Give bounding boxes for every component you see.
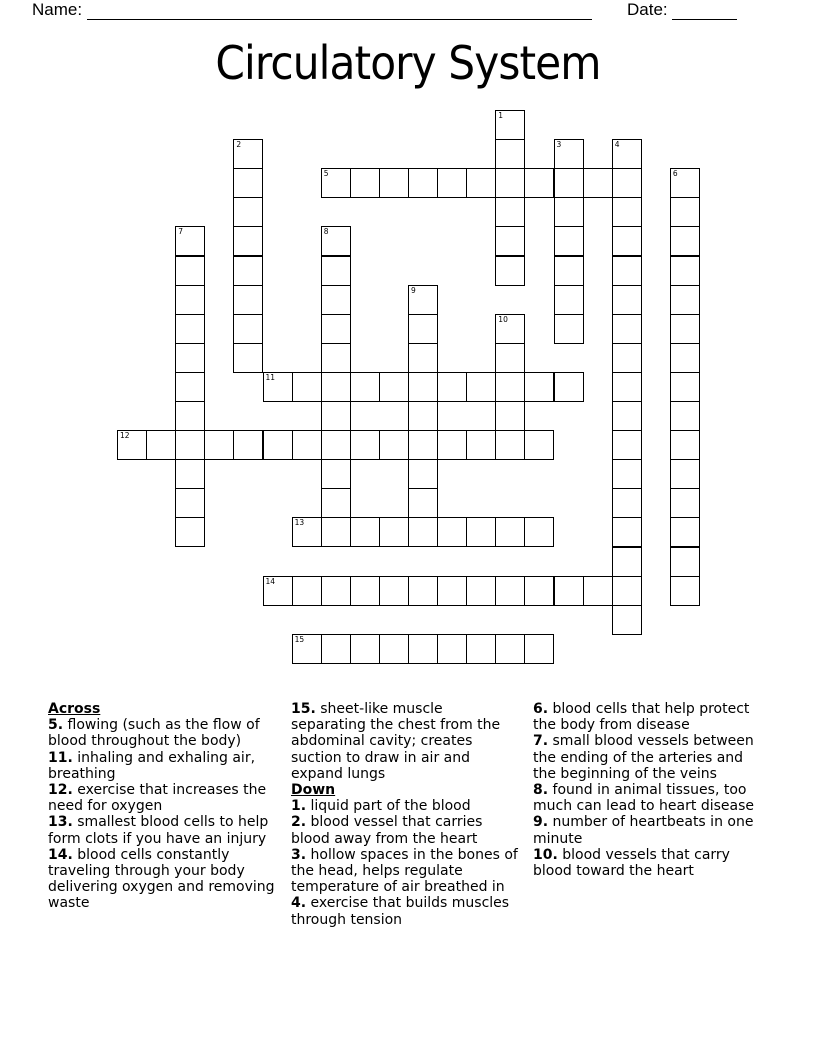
grid-cell[interactable] (670, 517, 700, 547)
grid-cell[interactable] (408, 576, 438, 606)
grid-cell[interactable] (350, 517, 380, 547)
clue-text: blood cells that help protect the body from disease (533, 701, 750, 734)
grid-cell[interactable] (524, 372, 554, 402)
clue-number: 13. (48, 814, 73, 831)
clue-text: blood vessel that carries blood away from the heart (291, 814, 483, 847)
clue-text: smallest blood cells to help form clots if you have an injury (48, 814, 269, 847)
clue-down-9 (533, 814, 761, 846)
grid-cell[interactable] (350, 430, 380, 460)
grid-cell[interactable] (554, 139, 584, 169)
grid-cell[interactable] (670, 576, 700, 606)
grid-cell[interactable] (495, 430, 525, 460)
grid-cell[interactable] (670, 285, 700, 315)
grid-cell[interactable] (670, 314, 700, 344)
clue-down-4 (291, 895, 519, 927)
grid-cell[interactable] (233, 197, 263, 227)
grid-cell[interactable] (466, 517, 496, 547)
grid-cell[interactable] (175, 459, 205, 489)
clue-across-13 (48, 814, 284, 846)
clue-text: flowing (such as the flow of blood throughout the body) (48, 717, 260, 750)
grid-cell[interactable] (612, 314, 642, 344)
grid-cell[interactable] (321, 285, 351, 315)
clue-text: blood vessels that carry blood toward the heart (533, 846, 730, 880)
grid-cell[interactable] (408, 168, 438, 198)
grid-cell[interactable] (554, 226, 584, 256)
grid-cell[interactable] (321, 634, 351, 664)
cell-number: 15 (294, 634, 305, 644)
grid-cell[interactable] (292, 372, 322, 402)
grid-cell[interactable] (554, 372, 584, 402)
grid-cell[interactable] (408, 401, 438, 431)
grid-cell[interactable] (495, 226, 525, 256)
grid-cell[interactable] (233, 343, 263, 373)
grid-cell[interactable] (175, 430, 205, 460)
grid-cell[interactable] (233, 226, 263, 256)
grid-cell[interactable] (612, 547, 642, 577)
grid-cell[interactable] (554, 168, 584, 198)
clue-number: 14. (48, 846, 73, 863)
grid-cell[interactable] (670, 343, 700, 373)
grid-cell[interactable] (263, 372, 293, 402)
date-line[interactable] (672, 4, 737, 20)
clue-number: 4. (291, 895, 307, 912)
grid-cell[interactable] (408, 488, 438, 518)
grid-cell[interactable] (466, 576, 496, 606)
cell-number: 10 (498, 314, 508, 324)
down-heading: Down (291, 782, 336, 799)
grid-cell[interactable] (670, 488, 700, 518)
grid-cell[interactable] (263, 430, 293, 460)
grid-cell[interactable] (670, 401, 700, 431)
grid-cell[interactable] (495, 197, 525, 227)
grid-cell[interactable] (233, 314, 263, 344)
grid-cell[interactable] (670, 256, 700, 286)
grid-cell[interactable] (495, 372, 525, 402)
clue-number: 5. (48, 717, 64, 734)
grid-cell[interactable] (175, 401, 205, 431)
grid-cell[interactable] (321, 314, 351, 344)
grid-cell[interactable] (612, 197, 642, 227)
grid-cell[interactable] (204, 430, 234, 460)
grid-cell[interactable] (233, 168, 263, 198)
grid-cell[interactable] (379, 634, 409, 664)
grid-cell[interactable] (321, 517, 351, 547)
grid-cell[interactable] (117, 430, 147, 460)
clues-column-3 (533, 701, 761, 879)
grid-cell[interactable] (612, 256, 642, 286)
grid-cell[interactable] (321, 226, 351, 256)
grid-cell[interactable] (670, 197, 700, 227)
grid-cell[interactable] (233, 430, 263, 460)
clue-number: 9. (533, 814, 549, 831)
grid-cell[interactable] (670, 459, 700, 489)
grid-cell[interactable] (670, 226, 700, 256)
grid-cell[interactable] (495, 401, 525, 431)
clue-across-15 (291, 701, 519, 782)
clue-text: found in animal tissues, too much can lead to heart disease (533, 782, 754, 815)
clue-down-8 (533, 782, 761, 814)
clue-across-14 (48, 847, 284, 912)
grid-cell[interactable] (524, 576, 554, 606)
grid-cell[interactable] (175, 256, 205, 286)
grid-cell[interactable] (233, 139, 263, 169)
grid-cell[interactable] (612, 605, 642, 635)
grid-cell[interactable] (495, 168, 525, 198)
clue-number: 11. (48, 749, 73, 766)
clues-column-1 (48, 701, 284, 912)
grid-cell[interactable] (612, 401, 642, 431)
grid-cell[interactable] (466, 372, 496, 402)
grid-cell[interactable] (554, 285, 584, 315)
clue-number: 12. (48, 782, 73, 799)
cell-number: 2 (236, 140, 242, 150)
grid-cell[interactable] (612, 343, 642, 373)
grid-cell[interactable] (612, 576, 642, 606)
grid-cell[interactable] (612, 372, 642, 402)
grid-cell[interactable] (612, 168, 642, 198)
grid-cell[interactable] (292, 634, 322, 664)
grid-cell[interactable] (612, 517, 642, 547)
grid-cell[interactable] (408, 634, 438, 664)
grid-cell[interactable] (146, 430, 176, 460)
grid-cell[interactable] (379, 576, 409, 606)
clue-text: inhaling and exhaling air, breathing (48, 749, 256, 782)
grid-cell[interactable] (554, 197, 584, 227)
grid-cell[interactable] (554, 576, 584, 606)
grid-cell[interactable] (175, 372, 205, 402)
clue-number: 2. (291, 814, 307, 831)
grid-cell[interactable] (466, 168, 496, 198)
clue-text: blood cells constantly traveling through your body delivering oxygen and removing waste (48, 846, 275, 912)
grid-cell[interactable] (175, 488, 205, 518)
grid-cell[interactable] (670, 372, 700, 402)
grid-cell[interactable] (321, 168, 351, 198)
grid-cell[interactable] (350, 168, 380, 198)
name-field[interactable] (32, 0, 592, 20)
date-field[interactable] (627, 0, 737, 20)
name-label: Name: (32, 0, 83, 19)
grid-cell[interactable] (321, 459, 351, 489)
grid-cell[interactable] (495, 256, 525, 286)
page-title: Circulatory System (215, 36, 601, 90)
grid-cell[interactable] (350, 576, 380, 606)
clue-number: 15. (291, 701, 316, 717)
cell-number: 8 (323, 227, 329, 237)
grid-cell[interactable] (583, 168, 613, 198)
clue-text: exercise that increases the need for oxygen (48, 782, 267, 815)
cell-number: 3 (556, 140, 562, 150)
grid-cell[interactable] (495, 576, 525, 606)
grid-cell[interactable] (292, 576, 322, 606)
grid-cell[interactable] (554, 314, 584, 344)
clue-number: 6. (533, 701, 549, 717)
clue-text: hollow spaces in the bones of the head, helps regulate temperature of air breathed in (291, 846, 518, 896)
grid-cell[interactable] (175, 285, 205, 315)
grid-cell[interactable] (321, 401, 351, 431)
grid-cell[interactable] (670, 430, 700, 460)
clue-number: 3. (291, 846, 307, 863)
grid-cell[interactable] (437, 576, 467, 606)
clue-down-2 (291, 814, 519, 846)
date-label: Date: (627, 0, 668, 19)
cell-number: 9 (411, 285, 416, 295)
cell-number: 1 (498, 111, 504, 120)
clues-column-2 (291, 701, 519, 928)
grid-cell[interactable] (175, 226, 205, 256)
cell-number: 4 (614, 140, 620, 150)
grid-cell[interactable] (321, 372, 351, 402)
grid-cell[interactable] (379, 168, 409, 198)
grid-cell[interactable] (670, 168, 700, 198)
grid-cell[interactable] (379, 517, 409, 547)
clue-down-7 (533, 733, 761, 782)
clue-text: liquid part of the blood (310, 798, 471, 815)
clue-down-6 (533, 701, 761, 733)
grid-cell[interactable] (175, 314, 205, 344)
grid-cell[interactable] (583, 576, 613, 606)
grid-cell[interactable] (292, 517, 322, 547)
grid-cell[interactable] (437, 168, 467, 198)
grid-cell[interactable] (321, 256, 351, 286)
grid-cell[interactable] (495, 110, 525, 140)
cell-number: 13 (294, 518, 305, 528)
clue-across-11 (48, 750, 284, 782)
name-line[interactable] (87, 4, 592, 20)
clue-number: 1. (291, 798, 307, 815)
grid-cell[interactable] (495, 343, 525, 373)
grid-cell[interactable] (321, 430, 351, 460)
clue-text: small blood vessels between the ending of the arteries and the beginning of the veins (533, 733, 754, 782)
grid-cell[interactable] (379, 372, 409, 402)
grid-cell[interactable] (233, 285, 263, 315)
grid-cell[interactable] (437, 430, 467, 460)
grid-cell[interactable] (321, 576, 351, 606)
grid-cell[interactable] (612, 226, 642, 256)
clue-down-3 (291, 847, 519, 896)
grid-cell[interactable] (554, 256, 584, 286)
grid-cell[interactable] (495, 314, 525, 344)
clue-text: sheet-like muscle separating the chest from the abdominal cavity; creates suction to draw in air and expand lungs (291, 701, 501, 782)
grid-cell[interactable] (408, 285, 438, 315)
cell-number: 6 (672, 169, 678, 179)
grid-cell[interactable] (408, 459, 438, 489)
grid-cell[interactable] (524, 517, 554, 547)
grid-cell[interactable] (408, 430, 438, 460)
grid-cell[interactable] (524, 168, 554, 198)
grid-cell[interactable] (408, 314, 438, 344)
clue-number: 8. (533, 782, 549, 799)
clue-across-12 (48, 782, 284, 814)
grid-cell[interactable] (495, 517, 525, 547)
grid-cell[interactable] (408, 343, 438, 373)
grid-cell[interactable] (379, 430, 409, 460)
grid-cell[interactable] (437, 517, 467, 547)
grid-cell[interactable] (292, 430, 322, 460)
clue-across-5 (48, 717, 284, 749)
cell-number: 7 (178, 227, 183, 237)
grid-cell[interactable] (263, 576, 293, 606)
grid-cell[interactable] (408, 517, 438, 547)
grid-cell[interactable] (612, 285, 642, 315)
grid-cell[interactable] (612, 430, 642, 460)
grid-cell[interactable] (437, 372, 467, 402)
cell-number: 5 (323, 169, 329, 179)
clue-down-10 (533, 847, 761, 879)
cell-number: 12 (120, 431, 130, 441)
grid-cell[interactable] (524, 430, 554, 460)
cell-number: 14 (265, 576, 276, 586)
grid-cell[interactable] (612, 488, 642, 518)
grid-cell[interactable] (524, 634, 554, 664)
grid-cell[interactable] (350, 634, 380, 664)
grid-cell[interactable] (466, 430, 496, 460)
grid-cell[interactable] (175, 343, 205, 373)
clue-text: number of heartbeats in one minute (533, 814, 754, 847)
grid-cell[interactable] (175, 517, 205, 547)
clue-number: 7. (533, 733, 549, 750)
clue-down-1 (291, 798, 519, 814)
grid-cell[interactable] (437, 634, 467, 664)
grid-cell[interactable] (612, 139, 642, 169)
grid-cell[interactable] (321, 488, 351, 518)
cell-number: 11 (265, 372, 276, 382)
grid-cell[interactable] (612, 459, 642, 489)
grid-cell[interactable] (408, 372, 438, 402)
grid-cell[interactable] (321, 343, 351, 373)
across-heading: Across (48, 701, 101, 717)
grid-cell[interactable] (466, 634, 496, 664)
clue-number: 10. (533, 846, 558, 863)
clue-text: exercise that builds muscles through tension (291, 895, 510, 928)
grid-cell[interactable] (233, 256, 263, 286)
grid-cell[interactable] (495, 634, 525, 664)
grid-cell[interactable] (495, 139, 525, 169)
grid-cell[interactable] (670, 547, 700, 577)
grid-cell[interactable] (350, 372, 380, 402)
